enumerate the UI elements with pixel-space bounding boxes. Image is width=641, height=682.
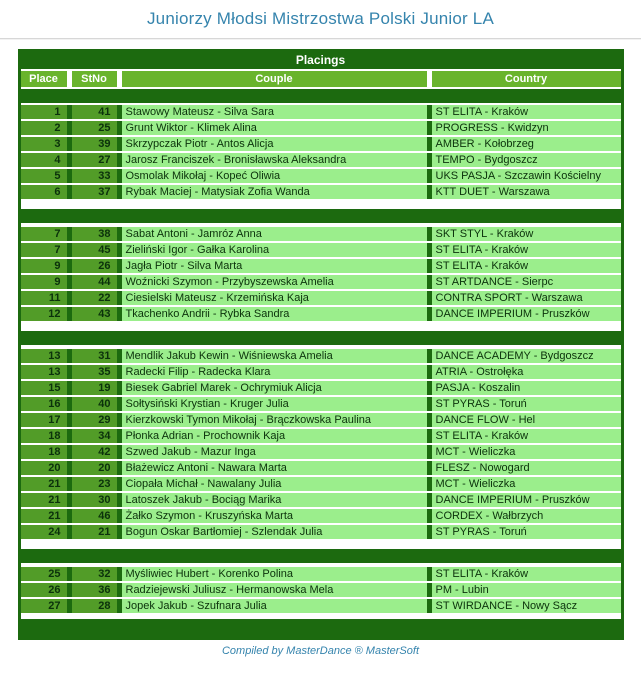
cell-country: ST ELITA - Kraków (432, 429, 621, 443)
cell-country: AMBER - Kołobrzeg (432, 137, 621, 151)
cell-country: SKT STYL - Kraków (432, 227, 621, 241)
table-row (21, 429, 621, 443)
cell-country: ST PYRAS - Toruń (432, 397, 621, 411)
cell-country: KTT DUET - Warszawa (432, 185, 621, 199)
table-row (21, 509, 621, 523)
cell-place: 11 (21, 291, 67, 305)
cell-country: ST ELITA - Kraków (432, 243, 621, 257)
cell-country: CONTRA SPORT - Warszawa (432, 291, 621, 305)
cell-stno: 26 (72, 259, 117, 273)
cell-country: FLESZ - Nowogard (432, 461, 621, 475)
table-row (21, 477, 621, 491)
cell-country: ST ELITA - Kraków (432, 567, 621, 581)
table-row (21, 137, 621, 151)
cell-couple: Szwed Jakub - Mazur Inga (122, 445, 427, 459)
table-row (21, 413, 621, 427)
group-separator (21, 209, 621, 223)
cell-place: 21 (21, 477, 67, 491)
cell-stno: 30 (72, 493, 117, 507)
cell-stno: 40 (72, 397, 117, 411)
cell-country: PASJA - Koszalin (432, 381, 621, 395)
cell-place: 18 (21, 445, 67, 459)
cell-couple: Bogun Oskar Bartłomiej - Szlendak Julia (122, 525, 427, 539)
table-row (21, 493, 621, 507)
group-separator (21, 331, 621, 345)
cell-couple: Jarosz Franciszek - Bronisławska Aleksandra (122, 153, 427, 167)
title-divider (0, 38, 641, 40)
cell-place: 2 (21, 121, 67, 135)
column-header-place: Place (21, 71, 67, 87)
cell-place: 21 (21, 509, 67, 523)
cell-stno: 19 (72, 381, 117, 395)
cell-place: 26 (21, 583, 67, 597)
table-row (21, 525, 621, 539)
cell-couple: Grunt Wiktor - Klimek Alina (122, 121, 427, 135)
cell-country: ST ELITA - Kraków (432, 105, 621, 119)
cell-couple: Jagła Piotr - Silva Marta (122, 259, 427, 273)
cell-couple: Zieliński Igor - Gałka Karolina (122, 243, 427, 257)
cell-place: 3 (21, 137, 67, 151)
table-header-bar: Placings (21, 52, 621, 69)
cell-country: DANCE ACADEMY - Bydgoszcz (432, 349, 621, 363)
group-separator (21, 89, 621, 103)
cell-country: DANCE IMPERIUM - Pruszków (432, 493, 621, 507)
cell-place: 12 (21, 307, 67, 321)
cell-country: DANCE IMPERIUM - Pruszków (432, 307, 621, 321)
cell-stno: 20 (72, 461, 117, 475)
table-body (21, 105, 621, 637)
table-row (21, 307, 621, 321)
cell-stno: 37 (72, 185, 117, 199)
cell-country: TEMPO - Bydgoszcz (432, 153, 621, 167)
table-row (21, 461, 621, 475)
cell-place: 9 (21, 275, 67, 289)
cell-country: UKS PASJA - Szczawin Kościelny (432, 169, 621, 183)
cell-couple: Stawowy Mateusz - Silva Sara (122, 105, 427, 119)
cell-couple: Woźnicki Szymon - Przybyszewska Amelia (122, 275, 427, 289)
table-row (21, 397, 621, 411)
cell-place: 13 (21, 349, 67, 363)
cell-country: MCT - Wieliczka (432, 445, 621, 459)
cell-couple: Ciesielski Mateusz - Krzemińska Kaja (122, 291, 427, 305)
cell-place: 15 (21, 381, 67, 395)
cell-stno: 45 (72, 243, 117, 257)
cell-couple: Żałko Szymon - Kruszyńska Marta (122, 509, 427, 523)
table-row (21, 365, 621, 379)
column-header-row (21, 71, 621, 87)
cell-couple: Biesek Gabriel Marek - Ochrymiuk Alicja (122, 381, 427, 395)
cell-couple: Radziejewski Juliusz - Hermanowska Mela (122, 583, 427, 597)
cell-stno: 25 (72, 121, 117, 135)
cell-place: 27 (21, 599, 67, 613)
column-header-country: Country (432, 71, 621, 87)
cell-couple: Błażewicz Antoni - Nawara Marta (122, 461, 427, 475)
cell-country: ST WIRDANCE - Nowy Sącz (432, 599, 621, 613)
cell-place: 7 (21, 227, 67, 241)
cell-stno: 46 (72, 509, 117, 523)
table-row (21, 291, 621, 305)
table-row (21, 105, 621, 119)
cell-stno: 38 (72, 227, 117, 241)
page-title: Juniorzy Młodsi Mistrzostwa Polski Junior LA (146, 9, 494, 28)
cell-country: PM - Lubin (432, 583, 621, 597)
cell-couple: Tkachenko Andrii - Rybka Sandra (122, 307, 427, 321)
table-row (21, 275, 621, 289)
table-row (21, 583, 621, 597)
cell-couple: Latoszek Jakub - Bociąg Marika (122, 493, 427, 507)
column-header-stno: StNo (72, 71, 117, 87)
cell-stno: 44 (72, 275, 117, 289)
group-separator (21, 549, 621, 563)
cell-place: 18 (21, 429, 67, 443)
cell-couple: Mendlik Jakub Kewin - Wiśniewska Amelia (122, 349, 427, 363)
column-header-couple: Couple (122, 71, 427, 87)
cell-stno: 34 (72, 429, 117, 443)
cell-stno: 28 (72, 599, 117, 613)
cell-place: 9 (21, 259, 67, 273)
cell-place: 20 (21, 461, 67, 475)
table-bottom-bar (21, 619, 621, 637)
cell-place: 5 (21, 169, 67, 183)
cell-couple: Kierzkowski Tymon Mikołaj - Brączkowska Paulina (122, 413, 427, 427)
cell-couple: Skrzypczak Piotr - Antos Alicja (122, 137, 427, 151)
cell-place: 16 (21, 397, 67, 411)
table-row (21, 567, 621, 581)
table-row (21, 381, 621, 395)
cell-place: 1 (21, 105, 67, 119)
cell-couple: Osmolak Mikołaj - Kopeć Oliwia (122, 169, 427, 183)
cell-couple: Ciopała Michał - Nawalany Julia (122, 477, 427, 491)
cell-country: CORDEX - Wałbrzych (432, 509, 621, 523)
cell-place: 6 (21, 185, 67, 199)
cell-place: 4 (21, 153, 67, 167)
cell-couple: Płonka Adrian - Prochownik Kaja (122, 429, 427, 443)
cell-couple: Sołtysiński Krystian - Kruger Julia (122, 397, 427, 411)
cell-couple: Sabat Antoni - Jamróz Anna (122, 227, 427, 241)
cell-couple: Jopek Jakub - Szufnara Julia (122, 599, 427, 613)
cell-country: ST ELITA - Kraków (432, 259, 621, 273)
cell-stno: 31 (72, 349, 117, 363)
cell-stno: 29 (72, 413, 117, 427)
cell-place: 25 (21, 567, 67, 581)
cell-couple: Rybak Maciej - Matysiak Zofia Wanda (122, 185, 427, 199)
table-row (21, 121, 621, 135)
cell-country: MCT - Wieliczka (432, 477, 621, 491)
cell-stno: 41 (72, 105, 117, 119)
cell-place: 7 (21, 243, 67, 257)
cell-stno: 32 (72, 567, 117, 581)
placings-table (18, 49, 624, 640)
cell-couple: Myśliwiec Hubert - Korenko Polina (122, 567, 427, 581)
cell-country: ST ARTDANCE - Sierpc (432, 275, 621, 289)
cell-place: 24 (21, 525, 67, 539)
cell-stno: 23 (72, 477, 117, 491)
table-row (21, 169, 621, 183)
cell-stno: 33 (72, 169, 117, 183)
footer-credit: Compiled by MasterDance ® MasterSoft (221, 645, 419, 657)
cell-country: PROGRESS - Kwidzyn (432, 121, 621, 135)
cell-stno: 43 (72, 307, 117, 321)
table-row (21, 259, 621, 273)
table-row (21, 445, 621, 459)
table-row (21, 599, 621, 613)
cell-stno: 27 (72, 153, 117, 167)
cell-stno: 39 (72, 137, 117, 151)
cell-couple: Radecki Filip - Radecka Klara (122, 365, 427, 379)
table-row (21, 227, 621, 241)
cell-stno: 35 (72, 365, 117, 379)
cell-stno: 22 (72, 291, 117, 305)
cell-place: 21 (21, 493, 67, 507)
cell-country: DANCE FLOW - Hel (432, 413, 621, 427)
cell-stno: 42 (72, 445, 117, 459)
table-row (21, 243, 621, 257)
table-row (21, 185, 621, 199)
table-row (21, 349, 621, 363)
cell-stno: 21 (72, 525, 117, 539)
cell-country: ATRIA - Ostrołęka (432, 365, 621, 379)
table-row (21, 153, 621, 167)
cell-place: 13 (21, 365, 67, 379)
cell-stno: 36 (72, 583, 117, 597)
cell-country: ST PYRAS - Toruń (432, 525, 621, 539)
cell-place: 17 (21, 413, 67, 427)
